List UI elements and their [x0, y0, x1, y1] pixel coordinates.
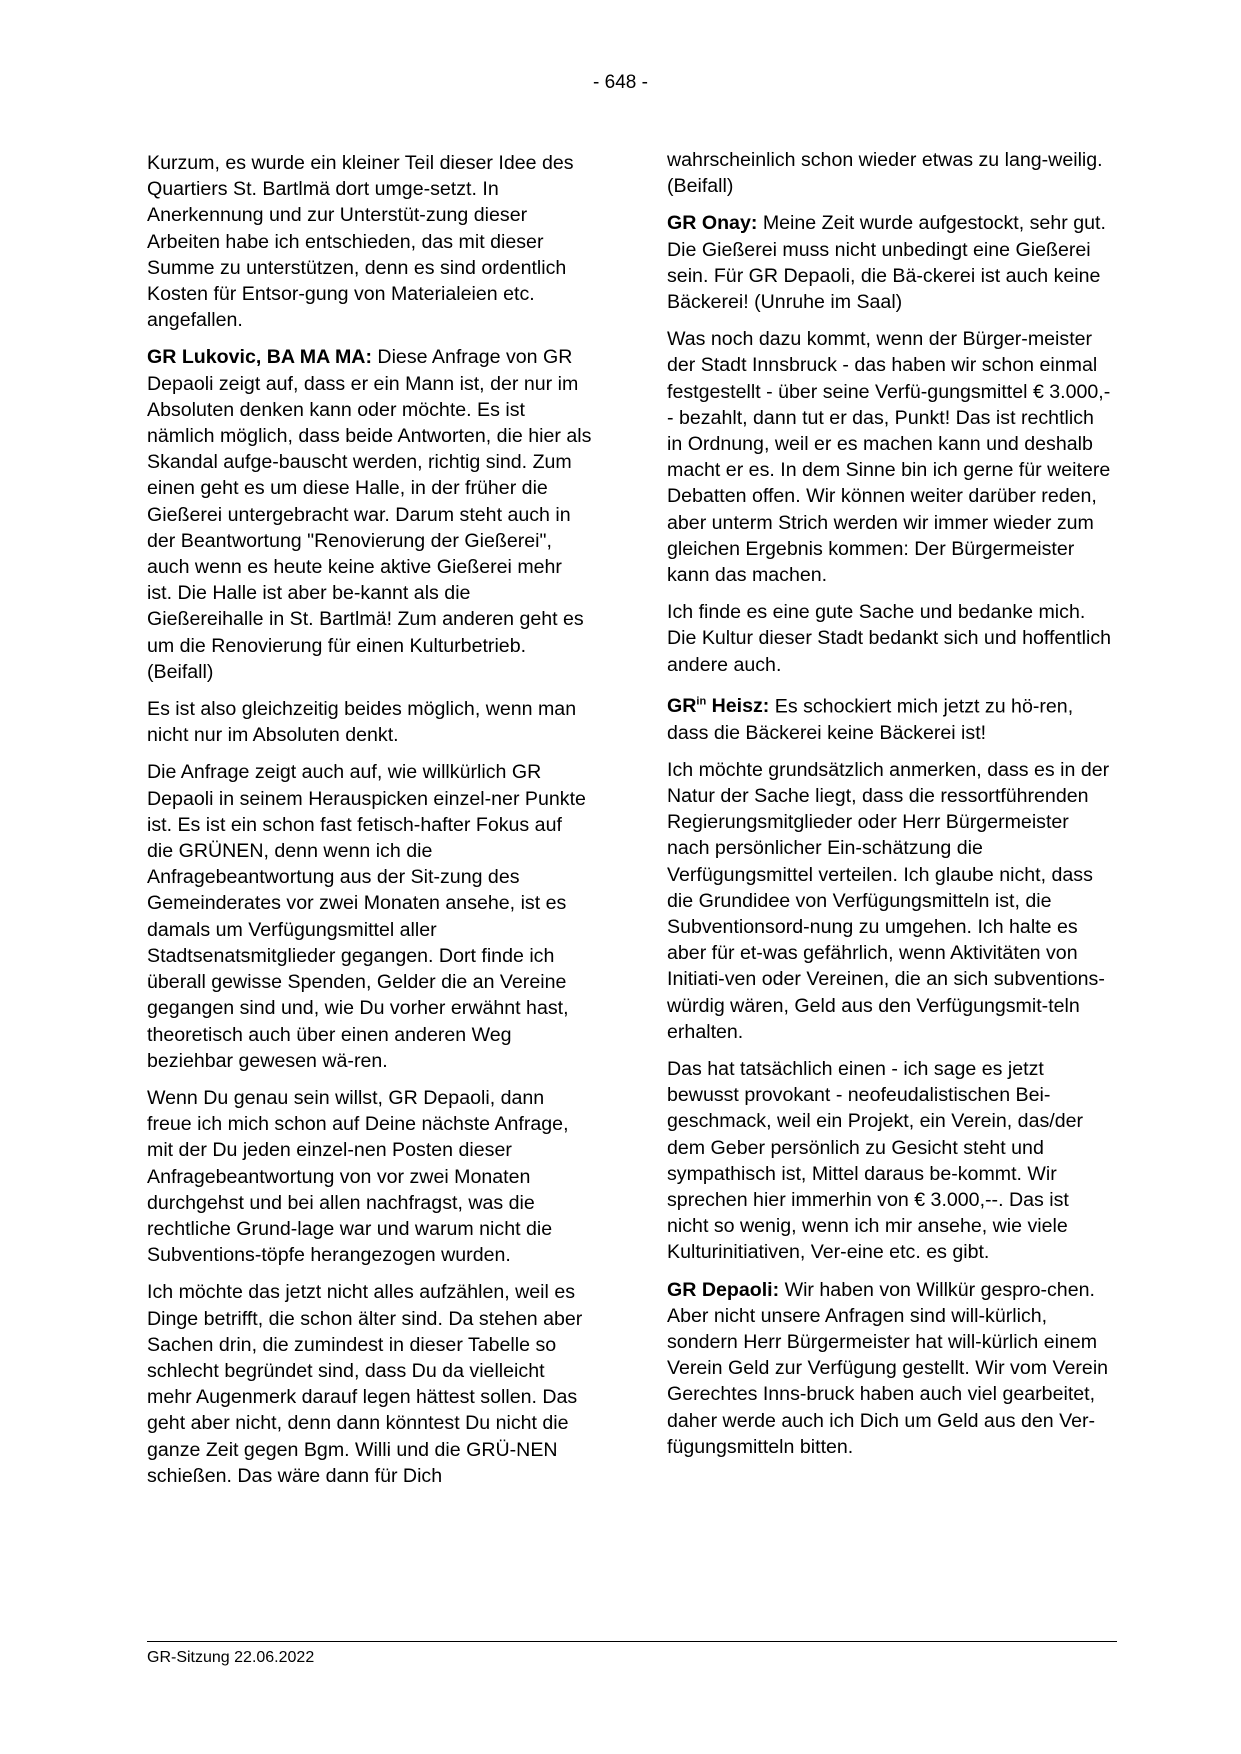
right-column: [667, 147, 1112, 1471]
paragraph: [667, 689, 1112, 746]
footer-text: GR-Sitzung 22.06.2022: [147, 1649, 315, 1666]
speaker-name: GR Onay:: [667, 212, 758, 235]
speaker-name: [667, 695, 769, 717]
paragraph: Die Anfrage zeigt auch auf, wie willkürlich GR Depaoli in seinem Herauspicken einzel-ner Punkte ist. Es ist ein schon fast fetisch-hafter Fokus auf die GRÜNEN, denn wenn ich die Anfragebeantwortung aus der Sit-zung des Gemeinderates vor zwei Monaten ansehe, ist es damals um Verfügungsmittel aller Stadtsenatsmitglieder gegangen. Dort finde ich überall gewisse Spenden, Gelder die an Vereine gegangen sind und, wie Du vorher erwähnt hast, theoretisch auch über einen anderen Weg beziehbar gewesen wä-ren.: [147, 761, 586, 1072]
paragraph: wahrscheinlich schon wieder etwas zu lang-weilig. (Beifall): [667, 149, 1103, 198]
paragraph: [147, 344, 592, 685]
paragraph-text: Meine Zeit wurde aufgestockt, sehr gut. Die Gießerei muss nicht unbedingt eine Gießerei sein. Für GR Depaoli, die Bä-ckerei ist auch keine Bäckerei! (Unruhe im Saal): [667, 212, 1106, 314]
speaker-surname: Heisz:: [706, 695, 770, 718]
paragraph: Ich möchte das jetzt nicht alles aufzählen, weil es Dinge betrifft, die schon älter sind. Da stehen aber Sachen drin, die zumindest in dieser Tabelle so schlecht begründet sind, dass Du da vielleicht mehr Augenmerk darauf legen hättest sollen. Das geht aber nicht, denn dann könntest Du nicht die ganze Zeit gegen Bgm. Willi und die GRÜ-NEN schießen. Das wäre dann für Dich: [147, 1281, 583, 1487]
left-column: [147, 150, 592, 1500]
paragraph: Was noch dazu kommt, wenn der Bürger-meister der Stadt Innsbruck - das haben wir schon einmal festgestellt - über seine Verfü-gungsmittel € 3.000,-- bezahlt, dann tut er das, Punkt! Das ist rechtlich in Ordnung, weil er es machen kann und deshalb macht er es. In dem Sinne bin ich gerne für weitere Debatten offen. Wir können weiter darüber reden, aber unterm Strich werden wir immer wieder zum gleichen Ergebnis kommen: Der Bürgermeister kann das machen.: [667, 328, 1111, 587]
paragraph: Kurzum, es wurde ein kleiner Teil dieser Idee des Quartiers St. Bartlmä dort umge-setzt. In Anerkennung und zur Unterstüt-zung dieser Arbeiten habe ich entschieden, das mit dieser Summe zu unterstützen, denn es sind ordentlich Kosten für Entsor-gung von Materialeien etc. angefallen.: [147, 152, 574, 332]
page-number: - 648 -: [593, 72, 648, 93]
paragraph: Das hat tatsächlich einen - ich sage es jetzt bewusst provokant - neofeudalistischen Bei-geschmack, weil ein Projekt, ein Verein, das/der dem Geber persönlich zu Gesicht steht und sympathisch ist, Mittel daraus be-kommt. Wir sprechen hier immerhin von € 3.000,--. Das ist nicht so wenig, wenn ich mir ansehe, wie viele Kulturinitiativen, Ver-eine etc. es gibt.: [667, 1058, 1084, 1264]
speaker-prefix: GR: [667, 695, 697, 718]
speaker-name: GR Lukovic, BA MA MA:: [147, 346, 372, 369]
paragraph: [667, 210, 1112, 315]
paragraph: Ich finde es eine gute Sache und bedanke mich. Die Kultur dieser Stadt bedankt sich und hoffentlich andere auch.: [667, 601, 1112, 676]
paragraph: [667, 1277, 1112, 1460]
paragraph: Wenn Du genau sein willst, GR Depaoli, dann freue ich mich schon auf Deine nächste Anfrage, mit der Du jeden einzel-nen Posten dieser Anfragebeantwortung von vor zwei Monaten durchgehst und bei allen nachfragst, was die rechtliche Grund-lage war und warum nicht die Subventions-töpfe herangezogen wurden.: [147, 1086, 569, 1267]
paragraph-text: Es schockiert mich jetzt zu hö-ren, dass die Bäckerei keine Bäckerei ist!: [667, 695, 1074, 744]
speaker-superscript: in: [696, 695, 707, 708]
paragraph-text: Wir haben von Willkür gespro-chen. Aber nicht unsere Anfragen sind will-kürlich, sondern Herr Bürgermeister hat will-kürlich einem Verein Geld zur Verfügung gestellt. Wir vom Verein Gerechtes Inns-bruck haben auch viel gearbeitet, daher werde auch ich Dich um Geld aus den Ver-fügungsmitteln bitten.: [667, 1278, 1109, 1458]
paragraph: Es ist also gleichzeitig beides möglich, wenn man nicht nur im Absoluten denkt.: [147, 698, 577, 747]
paragraph-text: Diese Anfrage von GR Depaoli zeigt auf, dass er ein Mann ist, der nur im Absoluten denken kann oder möchte. Es ist nämlich möglich, dass beide Antworten, die hier als Skandal aufge-bauscht werden, richtig sind. Zum einen geht es um diese Halle, in der früher die Gießerei untergebracht war. Darum steht auch in der Beantwortung "Renovierung der Gießerei", auch wenn es heute keine aktive Gießerei mehr ist. Die Halle ist aber be-kannt als die Gießereihalle in St. Bartlmä! Zum anderen geht es um die Renovierung für einen Kulturbetrieb. (Beifall): [147, 346, 592, 683]
paragraph: Ich möchte grundsätzlich anmerken, dass es in der Natur der Sache liegt, dass die ressortführenden Regierungsmitglieder oder Herr Bürgermeister nach persönlicher Ein-schätzung die Verfügungsmittel verteilen. Ich glaube nicht, dass die Grundidee von Verfügungsmitteln ist, die Subventionsord-nung zu umgehen. Ich halte es aber für et-was gefährlich, wenn Aktivitäten von Initiati-ven oder Vereinen, die an sich subventions-würdig wären, Geld aus den Verfügungsmit-teln erhalten.: [667, 758, 1110, 1043]
footer-divider: [147, 1641, 1117, 1642]
speaker-name: GR Depaoli:: [667, 1278, 780, 1301]
